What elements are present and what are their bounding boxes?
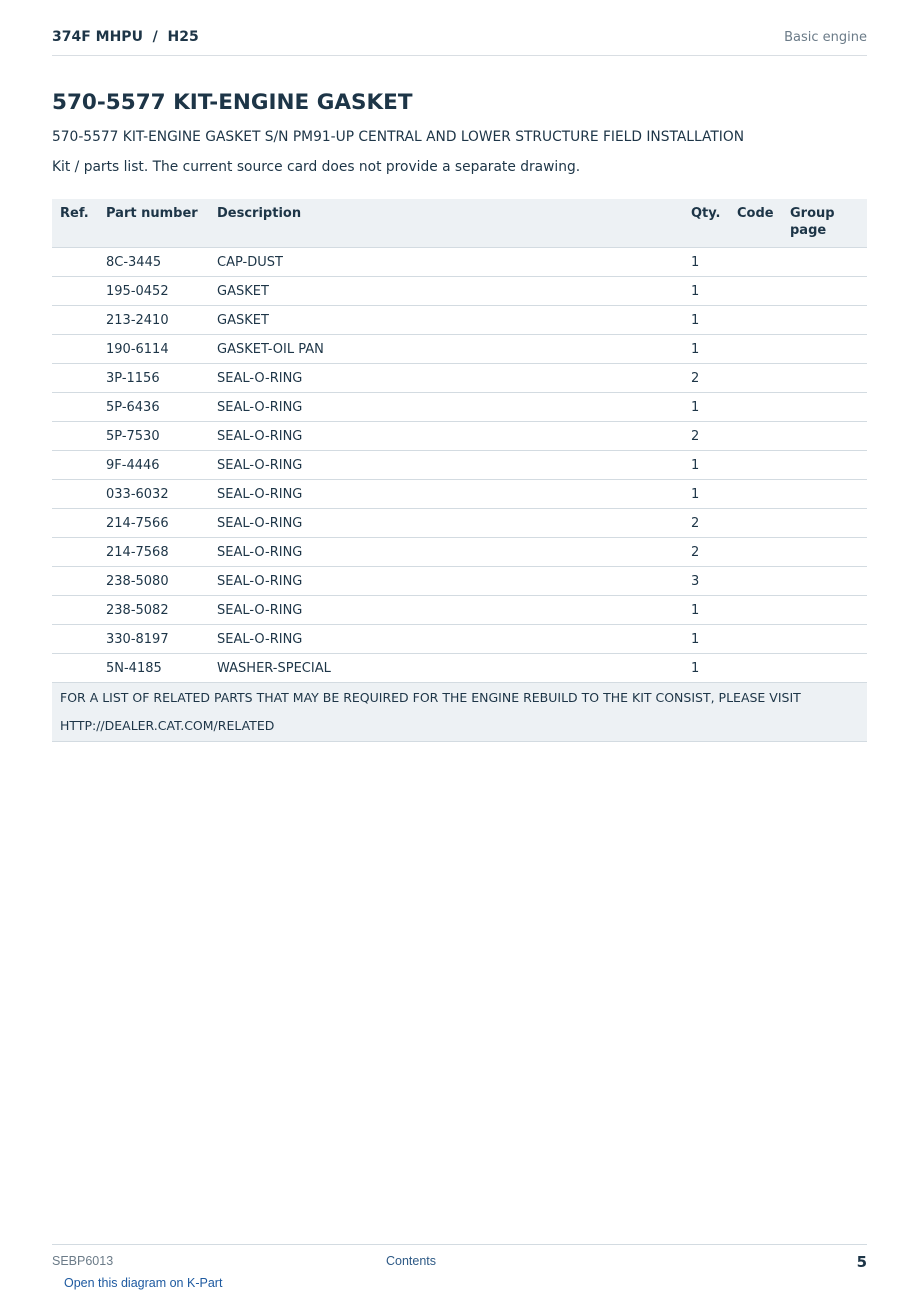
col-header-part-number: Part number: [98, 199, 209, 248]
table-row: [52, 306, 867, 335]
cell-qty: 1: [683, 335, 729, 364]
model-title: 374F MHPU / H25: [52, 29, 199, 45]
table-row: [52, 567, 867, 596]
cell-part-number: 190-6114: [98, 335, 209, 364]
cell-group-page: [782, 393, 867, 422]
table-row: [52, 538, 867, 567]
cell-qty: 1: [683, 654, 729, 683]
cell-ref: [52, 364, 98, 393]
cell-code: [729, 567, 782, 596]
cell-group-page: [782, 364, 867, 393]
cell-qty: 1: [683, 451, 729, 480]
col-header-code: Code: [729, 199, 782, 248]
cell-qty: 1: [683, 306, 729, 335]
cell-ref: [52, 654, 98, 683]
col-header-ref: Ref.: [52, 199, 98, 248]
table-row: [52, 248, 867, 277]
cell-description: CAP-DUST: [209, 248, 683, 277]
cell-description: GASKET: [209, 277, 683, 306]
cell-qty: 2: [683, 538, 729, 567]
cell-qty: 1: [683, 393, 729, 422]
cell-group-page: [782, 654, 867, 683]
cell-group-page: [782, 567, 867, 596]
cell-ref: [52, 422, 98, 451]
cell-ref: [52, 567, 98, 596]
col-header-qty: Qty.: [683, 199, 729, 248]
cell-code: [729, 248, 782, 277]
cell-part-number: 330-8197: [98, 625, 209, 654]
cell-ref: [52, 451, 98, 480]
cell-part-number: 238-5080: [98, 567, 209, 596]
cell-ref: [52, 625, 98, 654]
cell-part-number: 8C-3445: [98, 248, 209, 277]
cell-qty: 1: [683, 277, 729, 306]
page-footer: [52, 1244, 867, 1274]
page-title: 570-5577 KIT-ENGINE GASKET: [52, 90, 413, 115]
cell-description: WASHER-SPECIAL: [209, 654, 683, 683]
table-row: [52, 422, 867, 451]
table-row: [52, 509, 867, 538]
table-header-row: [52, 199, 867, 248]
cell-code: [729, 538, 782, 567]
cell-part-number: 033-6032: [98, 480, 209, 509]
cell-ref: [52, 480, 98, 509]
cell-description: SEAL-O-RING: [209, 480, 683, 509]
cell-group-page: [782, 451, 867, 480]
cell-part-number: 5N-4185: [98, 654, 209, 683]
cell-code: [729, 625, 782, 654]
cell-part-number: 5P-6436: [98, 393, 209, 422]
cell-ref: [52, 509, 98, 538]
cell-description: GASKET-OIL PAN: [209, 335, 683, 364]
cell-group-page: [782, 596, 867, 625]
cell-part-number: 9F-4446: [98, 451, 209, 480]
cell-code: [729, 480, 782, 509]
cell-code: [729, 596, 782, 625]
cell-group-page: [782, 277, 867, 306]
cell-qty: 1: [683, 480, 729, 509]
cell-part-number: 213-2410: [98, 306, 209, 335]
table-footnote-row: [52, 683, 867, 742]
cell-ref: [52, 248, 98, 277]
cell-qty: 3: [683, 567, 729, 596]
cell-ref: [52, 277, 98, 306]
source-note: Kit / parts list. The current source card does not provide a separate drawing.: [52, 159, 581, 175]
page-number: 5: [856, 1253, 867, 1271]
parts-table: [52, 199, 867, 742]
cell-ref: [52, 596, 98, 625]
document-number: SEBP6013: [52, 1254, 114, 1268]
cell-group-page: [782, 306, 867, 335]
cell-description: SEAL-O-RING: [209, 625, 683, 654]
cell-group-page: [782, 480, 867, 509]
cell-qty: 2: [683, 509, 729, 538]
cell-part-number: 3P-1156: [98, 364, 209, 393]
cell-description: SEAL-O-RING: [209, 509, 683, 538]
cell-group-page: [782, 335, 867, 364]
cell-code: [729, 451, 782, 480]
table-row: [52, 654, 867, 683]
table-row: [52, 625, 867, 654]
cell-code: [729, 277, 782, 306]
cell-description: SEAL-O-RING: [209, 393, 683, 422]
table-row: [52, 596, 867, 625]
cell-code: [729, 654, 782, 683]
col-header-group-page: Group page: [782, 199, 867, 248]
cell-code: [729, 306, 782, 335]
cell-part-number: 238-5082: [98, 596, 209, 625]
cell-code: [729, 364, 782, 393]
contents-link[interactable]: Contents: [386, 1254, 437, 1268]
cell-qty: 1: [683, 248, 729, 277]
cell-group-page: [782, 509, 867, 538]
cell-description: GASKET: [209, 306, 683, 335]
page-header: [52, 28, 867, 56]
cell-description: SEAL-O-RING: [209, 596, 683, 625]
table-row: [52, 364, 867, 393]
table-row: [52, 277, 867, 306]
cell-group-page: [782, 422, 867, 451]
kpart-diagram-link[interactable]: Open this diagram on K-Part: [64, 1276, 223, 1290]
cell-qty: 2: [683, 364, 729, 393]
cell-ref: [52, 306, 98, 335]
cell-ref: [52, 538, 98, 567]
cell-description: SEAL-O-RING: [209, 567, 683, 596]
cell-part-number: 214-7566: [98, 509, 209, 538]
cell-description: SEAL-O-RING: [209, 422, 683, 451]
kit-subtitle: 570-5577 KIT-ENGINE GASKET S/N PM91-UP CENTRAL AND LOWER STRUCTURE FIELD INSTALLATION: [52, 129, 745, 145]
cell-part-number: 195-0452: [98, 277, 209, 306]
cell-ref: [52, 335, 98, 364]
cell-group-page: [782, 538, 867, 567]
section-name: Basic engine: [784, 30, 867, 45]
cell-code: [729, 509, 782, 538]
cell-qty: 1: [683, 596, 729, 625]
cell-group-page: [782, 248, 867, 277]
cell-code: [729, 422, 782, 451]
cell-qty: 2: [683, 422, 729, 451]
cell-description: SEAL-O-RING: [209, 538, 683, 567]
table-row: [52, 480, 867, 509]
cell-description: SEAL-O-RING: [209, 364, 683, 393]
cell-code: [729, 335, 782, 364]
cell-part-number: 5P-7530: [98, 422, 209, 451]
col-header-description: Description: [209, 199, 683, 248]
table-row: [52, 451, 867, 480]
table-row: [52, 335, 867, 364]
table-footnote: FOR A LIST OF RELATED PARTS THAT MAY BE REQUIRED FOR THE ENGINE REBUILD TO THE KIT CONSIST, PLEASE VISIT HTTP://DEALER.CAT.COM/RELATED: [52, 683, 867, 742]
table-row: [52, 393, 867, 422]
cell-description: SEAL-O-RING: [209, 451, 683, 480]
cell-qty: 1: [683, 625, 729, 654]
cell-code: [729, 393, 782, 422]
cell-group-page: [782, 625, 867, 654]
cell-ref: [52, 393, 98, 422]
cell-part-number: 214-7568: [98, 538, 209, 567]
